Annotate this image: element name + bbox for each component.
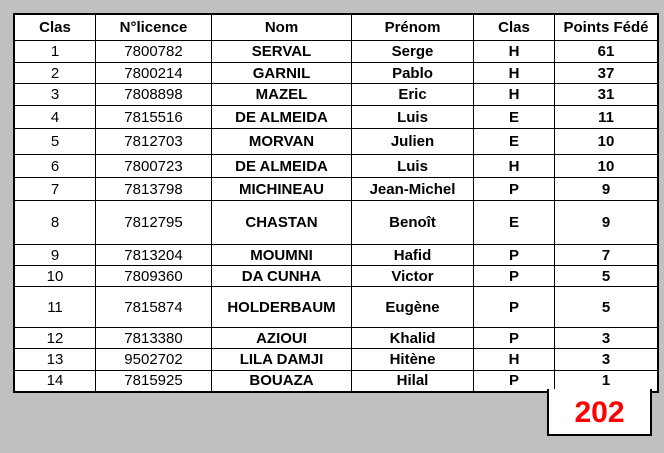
table-row — [14, 178, 658, 201]
cell-points: 10 — [555, 129, 659, 155]
cell-rank: 6 — [14, 155, 96, 178]
cell-points: 1 — [555, 371, 659, 392]
points-total: 202 — [547, 389, 652, 436]
cell-last-name: MORVAN — [212, 129, 352, 155]
cell-category: P — [474, 245, 555, 266]
cell-category: H — [474, 155, 555, 178]
cell-first-name: Hilal — [352, 371, 474, 392]
cell-points: 5 — [555, 287, 659, 328]
cell-points: 5 — [555, 266, 659, 287]
cell-last-name: MOUMNI — [212, 245, 352, 266]
cell-first-name: Serge — [352, 41, 474, 63]
cell-licence: 7815874 — [96, 287, 212, 328]
cell-first-name: Eric — [352, 84, 474, 106]
cell-rank: 7 — [14, 178, 96, 201]
cell-last-name: MAZEL — [212, 84, 352, 106]
cell-points: 61 — [555, 41, 659, 63]
cell-last-name: DE ALMEIDA — [212, 106, 352, 129]
cell-licence: 9502702 — [96, 349, 212, 371]
cell-last-name: GARNIL — [212, 63, 352, 84]
cell-last-name: CHASTAN — [212, 201, 352, 245]
table-row — [14, 328, 658, 349]
cell-last-name: BOUAZA — [212, 371, 352, 392]
cell-rank: 1 — [14, 41, 96, 63]
table-row — [14, 129, 658, 155]
table-row — [14, 63, 658, 84]
cell-points: 31 — [555, 84, 659, 106]
cell-last-name: SERVAL — [212, 41, 352, 63]
cell-rank: 4 — [14, 106, 96, 129]
cell-points: 3 — [555, 349, 659, 371]
cell-rank: 5 — [14, 129, 96, 155]
table-row — [14, 287, 658, 328]
cell-category: P — [474, 287, 555, 328]
table-row — [14, 41, 658, 63]
header-row — [14, 14, 658, 41]
cell-first-name: Pablo — [352, 63, 474, 84]
cell-last-name: LILA DAMJI — [212, 349, 352, 371]
cell-licence: 7813204 — [96, 245, 212, 266]
cell-category: E — [474, 106, 555, 129]
cell-rank: 9 — [14, 245, 96, 266]
header-last-name: Nom — [212, 14, 352, 41]
cell-first-name: Hafid — [352, 245, 474, 266]
cell-rank: 13 — [14, 349, 96, 371]
cell-points: 9 — [555, 201, 659, 245]
cell-points: 11 — [555, 106, 659, 129]
cell-last-name: DA CUNHA — [212, 266, 352, 287]
table-row — [14, 245, 658, 266]
cell-first-name: Jean-Michel — [352, 178, 474, 201]
cell-first-name: Luis — [352, 155, 474, 178]
cell-licence: 7813380 — [96, 328, 212, 349]
cell-last-name: HOLDERBAUM — [212, 287, 352, 328]
cell-licence: 7800782 — [96, 41, 212, 63]
cell-category: P — [474, 328, 555, 349]
cell-points: 7 — [555, 245, 659, 266]
cell-first-name: Julien — [352, 129, 474, 155]
cell-first-name: Khalid — [352, 328, 474, 349]
cell-rank: 2 — [14, 63, 96, 84]
cell-rank: 3 — [14, 84, 96, 106]
table-row — [14, 155, 658, 178]
cell-licence: 7815516 — [96, 106, 212, 129]
cell-licence: 7812795 — [96, 201, 212, 245]
cell-last-name: MICHINEAU — [212, 178, 352, 201]
cell-last-name: AZIOUI — [212, 328, 352, 349]
cell-category: H — [474, 349, 555, 371]
header-licence: N°licence — [96, 14, 212, 41]
cell-category: H — [474, 41, 555, 63]
cell-rank: 12 — [14, 328, 96, 349]
header-category: Clas — [474, 14, 555, 41]
table-row — [14, 266, 658, 287]
cell-category: H — [474, 63, 555, 84]
table-row — [14, 201, 658, 245]
cell-category: H — [474, 84, 555, 106]
cell-category: P — [474, 371, 555, 392]
header-first-name: Prénom — [352, 14, 474, 41]
cell-licence: 7809360 — [96, 266, 212, 287]
table-row — [14, 106, 658, 129]
cell-category: E — [474, 129, 555, 155]
cell-first-name: Luis — [352, 106, 474, 129]
cell-category: P — [474, 266, 555, 287]
rankings-table — [13, 13, 659, 393]
cell-points: 9 — [555, 178, 659, 201]
cell-licence: 7813798 — [96, 178, 212, 201]
cell-category: E — [474, 201, 555, 245]
cell-first-name: Eugène — [352, 287, 474, 328]
header-rank: Clas — [14, 14, 96, 41]
header-points: Points Fédé — [555, 14, 659, 41]
cell-points: 37 — [555, 63, 659, 84]
cell-rank: 14 — [14, 371, 96, 392]
cell-points: 3 — [555, 328, 659, 349]
cell-rank: 11 — [14, 287, 96, 328]
cell-category: P — [474, 178, 555, 201]
cell-rank: 10 — [14, 266, 96, 287]
cell-licence: 7812703 — [96, 129, 212, 155]
cell-first-name: Hitène — [352, 349, 474, 371]
cell-licence: 7800214 — [96, 63, 212, 84]
table-row — [14, 84, 658, 106]
cell-licence: 7800723 — [96, 155, 212, 178]
cell-licence: 7808898 — [96, 84, 212, 106]
cell-first-name: Victor — [352, 266, 474, 287]
cell-first-name: Benoît — [352, 201, 474, 245]
table-row — [14, 349, 658, 371]
cell-last-name: DE ALMEIDA — [212, 155, 352, 178]
cell-licence: 7815925 — [96, 371, 212, 392]
cell-points: 10 — [555, 155, 659, 178]
cell-rank: 8 — [14, 201, 96, 245]
